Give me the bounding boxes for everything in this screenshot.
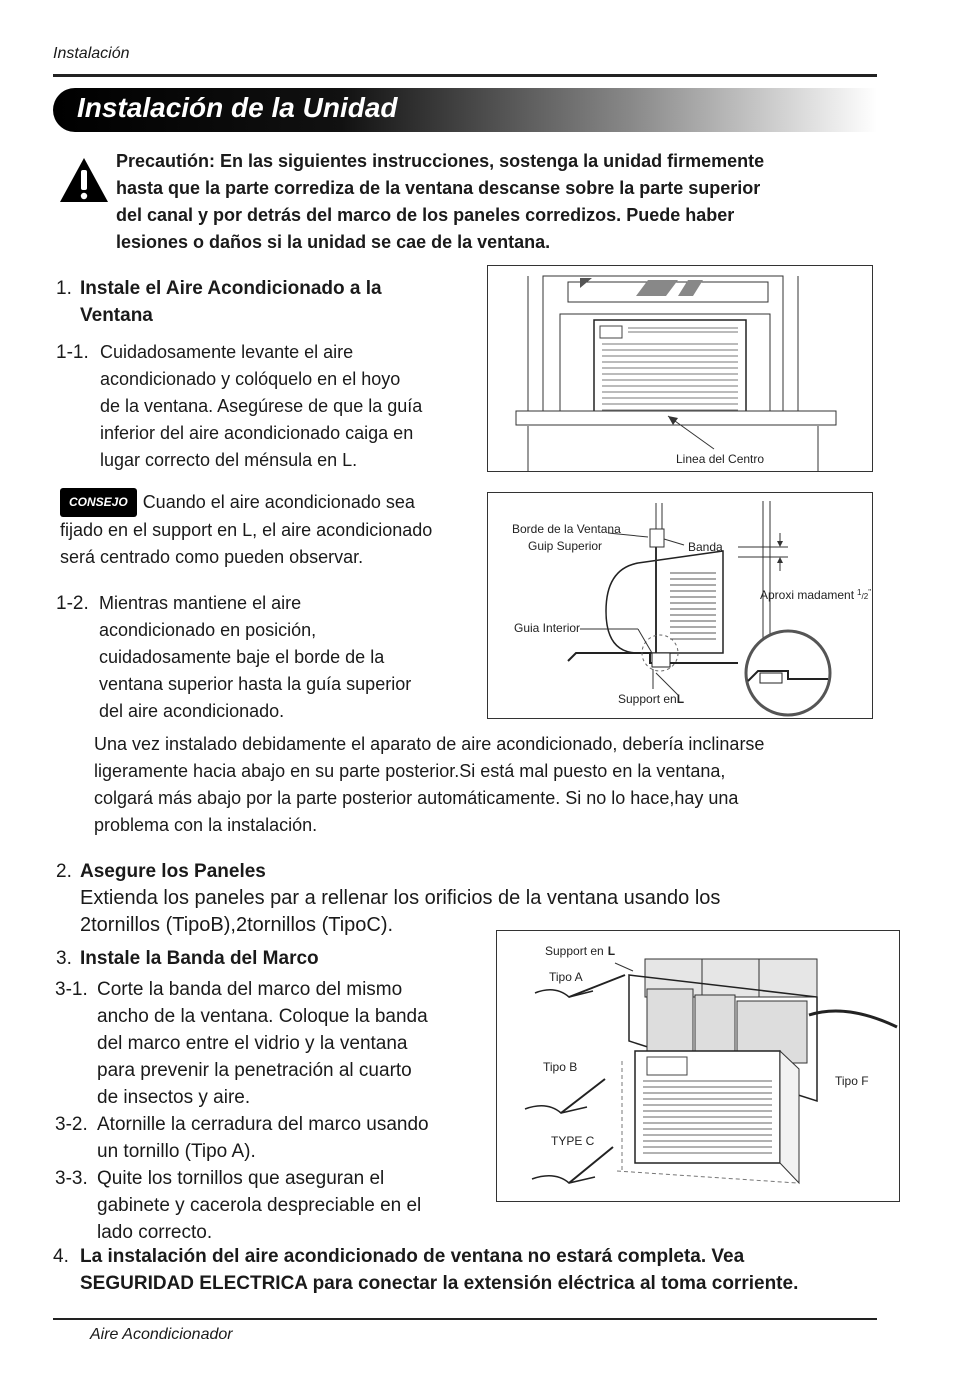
step3-3-text: Quite los tornillos que aseguran el gabinete y cacerola despreciable en el lado correcto. [97,1168,422,1243]
step3-2-text: Atornille la cerradura del marco usando un tornillo (Tipo A). [97,1114,429,1162]
page-title: Instalación de la Unidad [77,92,398,123]
figure-window-front [487,265,873,472]
step2-title: Asegure los Paneles [80,861,266,882]
step1-2-text: Mientras mantiene el aire acondicionado en posición, cuidadosamente baje el borde de la ventana superior hasta la guía superior del aire acondicionado. [99,593,412,721]
step1-1-num: 1-1. [56,342,89,363]
step2-num: 2. [56,861,72,882]
tip-badge: CONSEJO [60,488,137,517]
warning-icon [58,156,110,204]
tip-block: CONSEJO Cuando el aire acondicionado sea fijado en el support en L, el aire acondicionado será centrado como pueden observar. [60,488,432,571]
type-b-label: Tipo B [543,1060,578,1074]
step3-1-text: Corte la banda del marco del mismo ancho de la ventana. Coloque la banda del marco entre el vidrio y la ventana para prevenir la penetración al cuarto de insectos y aire. [97,979,428,1108]
support-l-label: Support en L [545,944,616,958]
install-note: Una vez instalado debidamente el aparato de aire acondicionado, debería inclinarse ligeramente hacia abajo en su parte posterior.Si está mal puesto en la ventana, colgará más abajo por la parte posterior automáticamente. Si no lo hace,hay una problema con la instalación. [94,734,765,835]
window-edge-label: Borde de la Ventana [512,522,621,536]
approx-label: Aproxi madament $^1_/$2" [760,588,872,602]
header-rule [53,74,877,77]
step3-title: Instale la Banda del Marco [80,948,319,969]
type-f-label: Tipo F [835,1074,869,1088]
upper-guide-label: Guip Superior [528,539,603,553]
type-c-label: TYPE C [551,1134,595,1148]
figure-side-section [487,492,873,719]
running-header: Instalación [53,45,130,62]
side-section-illustration [488,493,872,718]
step3-num: 3. [56,948,72,969]
step3-1-num: 3-1. [55,979,88,1000]
footer-rule [53,1318,877,1320]
step2-text: Extienda los paneles par a rellenar los orificios de la ventana usando los 2tornillos (TipoB),2tornillos (TipoC). [80,887,721,936]
step3-3-num: 3-3. [55,1168,88,1189]
caution-text: Precautión: En las siguientes instrucciones, sostenga la unidad firmemente hasta que la parte corrediza de la ventana descanse sobre la parte superior del canal y por detrás del marco de los paneles corredizos. Puede haber lesiones o daños si la unidad se cae de la ventana. [116,151,765,252]
step4-text: La instalación del aire acondicionado de ventana no estará completa. Vea SEGURIDAD ELECTRICA para conectar la extensión eléctrica al toma corriente. [80,1246,799,1294]
window-unit-illustration [488,266,872,471]
center-line-label: Linea del Centro [676,452,765,466]
panels-illustration [497,931,899,1201]
inner-guide-label: Guia Interior [514,621,581,635]
band-label: Banda [688,540,723,554]
step1-title: Instale el Aire Acondicionado a la Ventana [80,278,382,326]
step1-num: 1. [56,278,72,299]
step3-2-num: 3-2. [55,1114,88,1135]
section-banner [53,88,877,132]
running-footer: Aire Acondicionador [90,1326,233,1343]
step1-1-text: Cuidadosamente levante el aire acondicionado y colóquelo en el hoyo de la ventana. Asegúrese de que la guía inferior del aire acondicionado caiga en lugar correcto del ménsula en L. [100,342,423,470]
step4-num: 4. [53,1246,69,1267]
type-a-label: Tipo A [549,970,583,984]
step1-2-num: 1-2. [56,593,89,614]
figure-panels [496,930,900,1202]
support-label: Support enL [618,692,685,706]
